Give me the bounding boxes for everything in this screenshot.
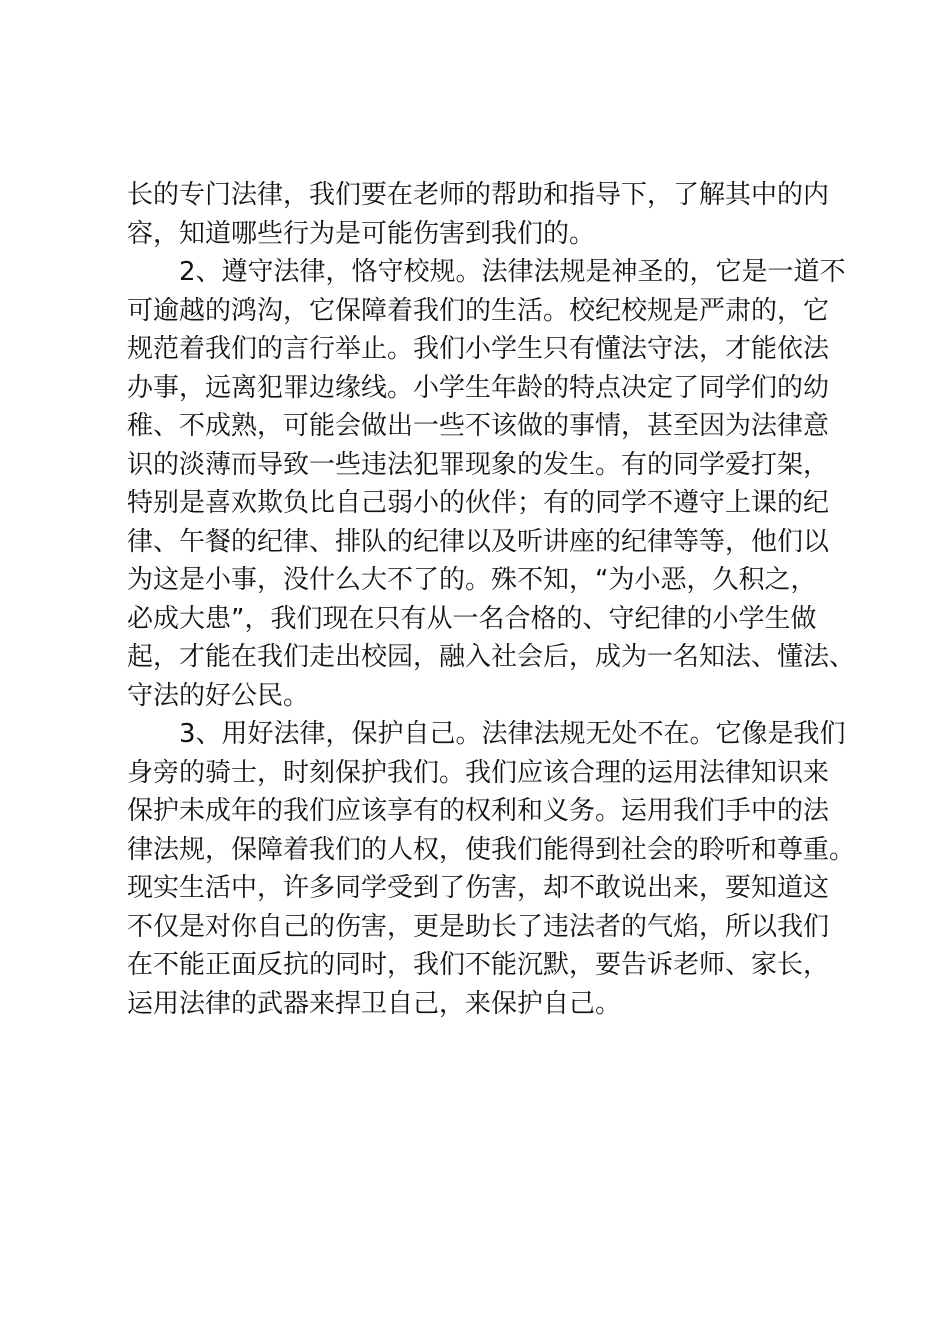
text-line: 律、午餐的纪律、排队的纪律以及听讲座的纪律等等，他们以 bbox=[127, 526, 830, 557]
paragraph-2-first-line: 2、遵守法律，恪守校规。法律法规是神圣的，它是一道不 bbox=[179, 257, 846, 287]
text-line: 为这是小事，没什么大不了的。殊不知，“为小恶，久积之， bbox=[127, 565, 817, 595]
text-line: 起，才能在我们走出校园，融入社会后，成为一名知法、懂法、 bbox=[127, 642, 856, 672]
text-line: 容，知道哪些行为是可能伤害到我们的。 bbox=[127, 218, 596, 249]
text-line: 规范着我们的言行举止。我们小学生只有懂法守法，才能依法 bbox=[127, 334, 830, 364]
text-line: 特别是喜欢欺负比自己弱小的伙伴；有的同学不遵守上课的纪 bbox=[127, 488, 830, 518]
paragraph-3-first-line: 3、用好法律，保护自己。法律法规无处不在。它像是我们 bbox=[179, 719, 846, 749]
text-line: 不仅是对你自己的伤害，更是助长了违法者的气焰，所以我们 bbox=[127, 911, 830, 942]
text-line: 现实生活中，许多同学受到了伤害，却不敢说出来，要知道这 bbox=[127, 873, 830, 903]
text-line: 在不能正面反抗的同时，我们不能沉默，要告诉老师、家长， bbox=[127, 950, 830, 980]
text-line: 可逾越的鸿沟，它保障着我们的生活。校纪校规是严肃的，它 bbox=[127, 295, 830, 326]
text-line: 识的淡薄而导致一些违法犯罪现象的发生。有的同学爱打架， bbox=[127, 449, 830, 480]
text-line: 长的专门法律，我们要在老师的帮助和指导下，了解其中的内 bbox=[127, 180, 830, 210]
text-line: 律法规，保障着我们的人权，使我们能得到社会的聆听和尊重。 bbox=[127, 834, 856, 865]
text-line: 保护未成年的我们应该享有的权利和义务。运用我们手中的法 bbox=[127, 796, 830, 826]
text-line: 身旁的骑士，时刻保护我们。我们应该合理的运用法律知识来 bbox=[127, 757, 830, 788]
body-text bbox=[127, 176, 856, 1023]
text-line: 稚、不成熟，可能会做出一些不该做的事情，甚至因为法律意 bbox=[127, 411, 830, 441]
text-line: 守法的好公民。 bbox=[127, 680, 310, 711]
text-line: 办事，远离犯罪边缘线。小学生年龄的特点决定了同学们的幼 bbox=[127, 372, 830, 403]
text-line: 必成大患”，我们现在只有从一名合格的、守纪律的小学生做 bbox=[127, 603, 817, 634]
text-line: 运用法律的武器来捍卫自己，来保护自己。 bbox=[127, 988, 622, 1019]
